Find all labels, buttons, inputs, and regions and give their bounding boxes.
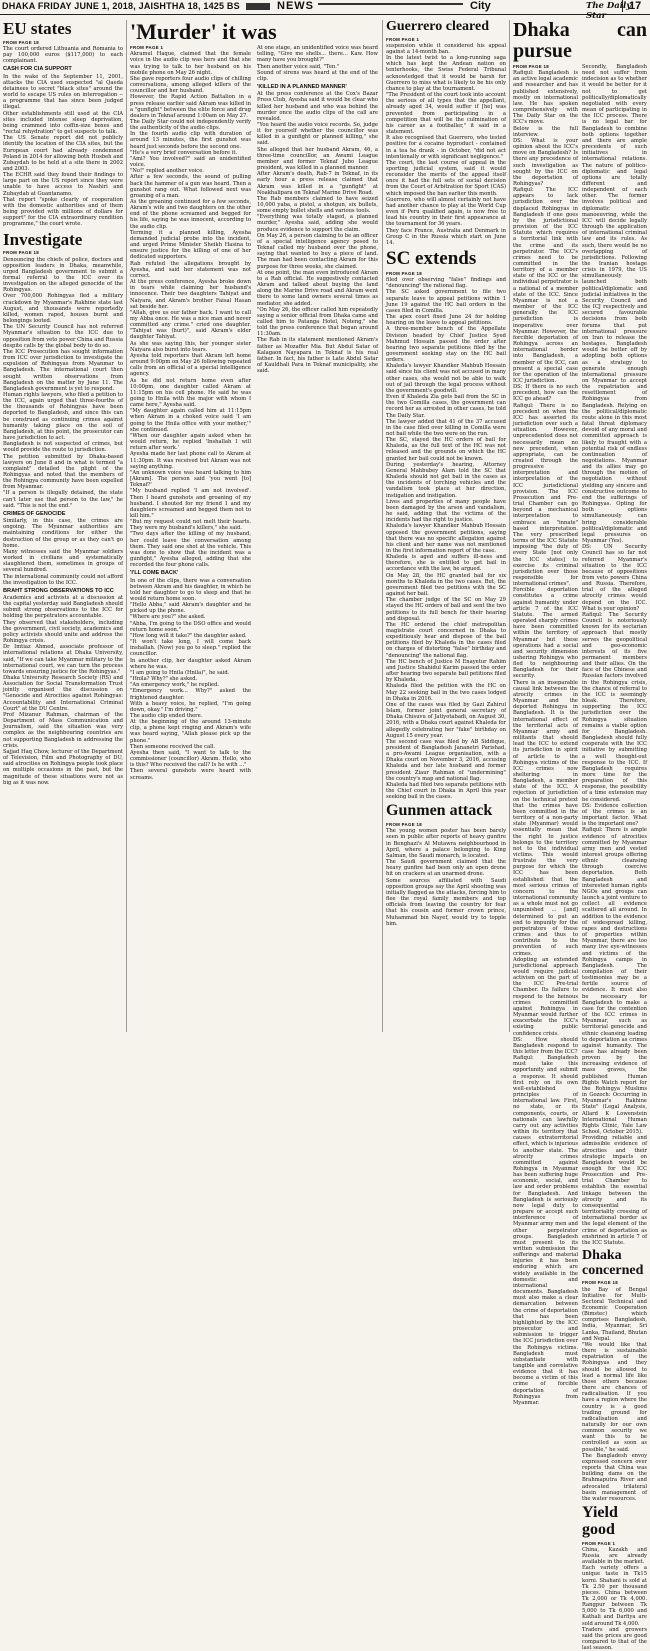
body-text: The Rab in its statement mentioned Akram's father as Mozaffer Mia. But Abdul Satar of Kalagaon Nayapara in Teknaf is his real father. In fact, his father is Late Abdul Satar of Kauldhali Para in Teknaf municipality, she said. — [257, 337, 378, 375]
body-text: suspension while it considered his appeal against a 14-month ban. — [386, 42, 506, 55]
body-text: "Allah, give us our father back. I want to call my Abba once. He was a nice man and never committed any crime." cried one daughter. "Tahiyat was (hurt)", said Akram's elder daughter Tahiyat. — [130, 309, 251, 341]
body-text: However, the Rapid Action Battalion in a press release earlier said Akram was killed in a "gunfight" between the elite force and drug dealers in Teknaf around 1:00am on May 27. — [130, 94, 251, 119]
body-text: During yesterday's hearing, Attorney General Mahbubey Alam told the SC that Khaleda should not get bail in the cases as the incidents of torching vehicles and the vandalism took place at her direction, instigation and instigation. — [386, 461, 506, 499]
subheading: 'KILLED IN A PLANNED MANNER' — [257, 84, 347, 91]
body-text: Rafiqul: The ICC appears to lack jurisdiction over the displaced Rohingyas in Bangladesh if one goes by the jurisdictional provision of the ICC Statute which requires a territorial link with the crime and its perpetrator. The ICC's crimes need to be committed in the territory of a member state of the ICC or the individual perpetrator is a national of a member state of the ICC. Since Myanmar is not a member of the ICC generally the ICC jurisdiction is inoperative over Myanmar. However, the forcible deportation of Rohingya across an international border into Bangladesh, a member of the ICC, can present a special case for the operation of the ICC jurisdiction. — [513, 187, 578, 384]
body-text: The US Senate report did not publicly identify the location of the CIA sites, but the European court had already condemned Poland in 2014 for allowing both Husbeh and Zubaydah to be held at a site there in 2002 and 2003. — [3, 135, 123, 172]
column-rule — [126, 20, 127, 1032]
body-text: "My husband replied 'I am not involved'. Then I heard gunshots and groaning of my husband. I shouted for my friend 1 and my daughters screamed and begged them not to kill him." — [130, 488, 251, 519]
body-text: "You heard the audio voice records. So, judge it for yourself whether the councillor was killed in a gunfight or planned killing," she said. — [257, 121, 378, 147]
continuation-label: FROM PAGE 1 — [582, 1540, 616, 1546]
body-text: "On May 26, the officer called him repeatedly saying a senior official from Dhaka came and called him to Patanga Hotel, Noteng," she told the press conference that began around 11:30am. — [257, 306, 378, 338]
body-text: Guerrero, who will almost certainly not have had another chance to play at the World Cup even if Peru qualified again, is now free to lead his country in their first appearance at the tournament for 36 years. — [386, 196, 506, 228]
headline-dhaka-concerned: Dhaka concerned — [582, 1248, 644, 1278]
body-text: At one point, the man even introduced Akram to a Rab official. He suggestively contacted Akram and talked about buying the land along the Marine Drive road and Akram went there to some land owners several times as mediator, she added. — [257, 269, 378, 307]
body-text: "Ami? You involved?" said an unidentified voice. — [130, 155, 251, 169]
body-text: "We would like that there is sustainable repatriation of the Rohingyas and they should be allowed to lead a normal life like those others because there are chances of radicalisation. If you have a region where the country is a good trading ground for radicalisation and naturally for our own common security we want this to be controlled as soon as possible," he said. — [582, 1341, 647, 1453]
body-text: Denouncing the chiefs of police, doctors and opposition leaders in Dhaka, meanwhile, urged Bangladesh government to submit a formal referral to the ICC over its investigation on the alleged genocide of the Rohingyas. — [3, 256, 123, 294]
body-text: Lives and properties of many people have been damaged by the arson and vandalism, he said, adding that the victims of the incidents had the right to justice. — [386, 498, 506, 524]
masthead-divider-bar — [246, 3, 270, 10]
body-text: The young women poster has been barely seen in public after reports of heavy gunfire in Benghazi's Al Mutawra neighbourhood in April, where a palace belonging to King Salman, the Saudi monarch, is located. — [386, 828, 506, 859]
subheading: 'I'LL COME BACK' — [130, 570, 179, 577]
article-subcolumn — [257, 45, 378, 781]
body-text: "Two days after the killing of my husband, her could leave the conversation among them. They said one shot at the vehicle. This was done to show that the incident was a gunfight," Ayesha alleged, adding that she recorded the four phone calls. — [130, 531, 251, 569]
body-text: The Daily Star could not independently verify the authenticity of the audio clips. — [130, 118, 251, 132]
body-text: Over 700,000 Rohingyas fled a military crackdown by Myanmar's Rakhine state last August, and thousands were reportedly killed, women raped, houses burnt and belongings looted. — [3, 293, 123, 325]
body-text: Other establishments still used at the CIA sites included intense sleep deprivation, being crammed into coffin-size boxes and "rectal rehydration" to get suspects to talk. — [3, 110, 123, 136]
body-text: "An unknown voice was heard talking to him [Akram]. The person said 'you went [to] Teknaf?' — [130, 469, 251, 489]
article-column-4 — [513, 19, 647, 1651]
body-text: Then several gunshots were heard with screams. — [130, 768, 251, 781]
body-text: DS: If there is no such precedent, how can the ICC go ahead? — [513, 384, 578, 403]
body-text: That report "spoke clearly of cooperation with the domestic authorities and of them being provided with millions of dollars for support" for the CIA extraordinary rendition programme," the court wrote. — [3, 196, 123, 228]
body-text: "How long will it take?" the daughter asked. — [130, 632, 247, 639]
body-text: Khaleda's lawyer Khandker Mahbub Hossain said since his client was not accused in many other cases, she would not be able to walk out of jail through the legal process without the government's goodwill. — [386, 363, 506, 394]
article-column-1 — [3, 20, 123, 1032]
body-text: The second case was filed by AB Siddique, president of Bangladesh Jananetri Parishad, a pro-Awami League organisation, with a Dhaka court on November 3, 2016, accusing Khaleda and her late husband and former president Ziaur Rahman of "undermining" the country's map and national flag. — [386, 738, 506, 782]
body-text: Rafiqul: The Security Council is notoriously known for its sectarian approach that mostly serves the geopolitical and geo-economic interests of its five permanent members and their allies. On the face of the Chinese and Russian factors involved in the Rohingya crisis, the chance of referral to the ICC is seemingly bleak. Therefore, supporting the ICC jurisdiction over the Rohingya situation remains a viable option for Bangladesh. Bangladesh should fully cooperate with the ICC initiative by submitting a well thought-out response to the ICC. If Bangladesh requires more time for the preparation of this response, the possibility of a time extension may be considered. — [582, 611, 647, 803]
masthead-dateline: DHAKA FRIDAY JUNE 1, 2018, JAISHTHA 18, 1425 BS — [2, 1, 240, 11]
body-text: The SC asked government to file two separate leave to appeal petitions within 1 June 19 against the HC bail orders in the cases filed in Comilla. — [386, 289, 506, 314]
body-text: The Saudi government claimed that the heavy gunfire had been only an open drone hit on crackers at an unarmed drone. — [386, 859, 506, 878]
headline-sc-extends: SC extends — [386, 248, 477, 269]
body-text: Khaleda had filed two separate petitions with the Chief court in Dhaka in April this year seeking bail in the cases. — [386, 781, 506, 801]
article-column-3 — [386, 20, 506, 1032]
headline-gunmen-attack: Gunmen attack — [386, 802, 493, 820]
body-text: On May 28, the HC granted bail for six months to Khaleda in the two cases. But, the government filed two petitions with the SC against her bail. — [386, 572, 506, 598]
body-text: Secondly, Bangladesh need not suffer from indecision as to whether it would be better for it not to get politically/diplomatically negotiated with every mean of participating in the ICC process. There is no legal bar for Bangladesh to combine both options together and there are ample precedents of such initiatives in international relations. The nature of politico-diplomatic and legal options are totally different and independent of each other. The former involves political and diplomatic manoeuvring, while the ICC will decide legally through the application of international criminal law and its rules. As such, there would be no overlapping of jurisdictions. Following the Iranian hostage crisis in 1979, the US simultaneously launched both political/diplomatic and judicial initiatives in the Security Council and the ICJ respectively and secured favourable decisions from both forums that put international pressure on Iran to release the hostages. Bangladesh would be better off by adopting both options as a strategy to generate enough international pressure on Myanmar to accept the repatriation and resettlement of Rohingyas from Bangladesh. Relying on the political/diplomatic route alone in this most fatal threat diplomacy devoid of any moral and committed approach is likely to fraught with a potential risk of endless continuation of negotiations. Myanmar and its allies may go through the motion of negotiation without yielding any sincere and constructive outcome to end the sufferings of Rohingyas. Opting for both options simultaneously can bring considerable political/diplomatic and legal pressures on Myanmar (Yes). — [582, 64, 647, 545]
body-text: China, Kazakh and Russia are already available in the market. — [582, 1546, 647, 1566]
body-text: Khaleda's lawyer Khandker Mahbub Hossain opposed the government petitions, saying that there was no specific allegation against his client and her name was not mentioned in the first information report of the case. — [386, 523, 506, 554]
body-text: "I am going to Hnila (Hnila)", he said. — [130, 669, 230, 676]
body-text: As the groaning continued for a few seconds, Akram's wife and two daughters on the other end of the phone screamed and begged for his life, saying he was innocent, according to the audio clip. — [130, 199, 251, 230]
body-text: Then someone received the call. — [130, 743, 216, 750]
column-rule — [382, 20, 383, 1032]
body-text: A three-member bench of the Appellate Division headed by Chief Justice Syed Mahmud Hossain passed the order after hearing two separate petitions filed by the government seeking stay on the HC bail orders. — [386, 326, 506, 364]
body-text: The UN Security Council has not referred Myanmar's situation to the ICC due to opposition from veto power China and Russia despite calls by the global body to do so. — [3, 324, 123, 349]
body-text: The apex court fixed June 24 for holding hearing on the leave to appeal petitions. — [386, 314, 506, 327]
body-text: "When our daughter again asked when he would return, he replied 'Inshallah I will return after work.' — [130, 432, 251, 452]
body-text: "No!" replied another voice. — [130, 168, 204, 175]
body-text: Rab refuted the allegations brought by Ayesha, and said her statement was not correct. — [130, 260, 251, 279]
body-text: Sajjad Haq Chow, lecturer of the Department of Television, Film and Photography of DU, said atrocities on Rohingya people took place on multiple occasions in the past, but the magnitude of these situations were not as big as it was now. — [3, 748, 123, 786]
continuation-label: FROM PAGE 18 — [386, 270, 422, 276]
article-subcolumn — [513, 64, 578, 1651]
subheading: BRAHT STRONG OBSERVATIONS TO ICC — [3, 587, 114, 594]
body-text: "Hello Abba," said Akram's daughter and he picked up the phone. — [130, 602, 251, 615]
continuation-label: FROM PAGE 1 — [386, 36, 420, 42]
subheading: CASH FOR CIA SUPPORT — [3, 66, 72, 73]
body-text: Khaleda is aged and suffers ill-ness and therefore, she is entitled to get bail in accordance with the law, he argued. — [386, 554, 506, 573]
body-text: Human rights lawyers, who filed a petition to the ICC, again urged that three-fourths of the thousands of Rohingyas have been deported to Bangladesh, and since this can be construed as continuing crimes against humanity taking place on the soil of Bangladesh, at this point, the prosecutor can have jurisdiction to act. — [3, 391, 123, 442]
body-text: The HC bench of Justice M Enayetur Rahim and Justice Shahidul Karim passed the order after hearing two separate bail petitions filed by Khaleda. — [386, 658, 506, 684]
body-text: As she was saying this, her younger sister Naiyara also burst into tears. — [130, 340, 251, 353]
body-text: Sound of sirens was heard at the end of the clip. — [257, 69, 378, 82]
body-text: They face France, Australia and Denmark in Group C in the Russia which start on June 14. — [386, 227, 506, 246]
body-text: "If a person is illegally detained, the state can't later use that person to the law," he said. "This is not the end." — [3, 490, 123, 509]
body-text: After a few seconds, the sound of pulling back the hammer of a gun was heard. Then a gunshot rang out. What followed next was groaning of a man. — [130, 174, 251, 199]
section-label-city: City — [470, 0, 491, 12]
body-text: The HC ordered the chief metropolitan magistrate court concerned in Dhaka to expeditiously hear and dispose of the bail petitions filed by Khaleda in the cases filed on charges of distorting "false" birthday and "denouncing" the national flag. — [386, 621, 506, 659]
body-text: Then another voice said, "Ten." — [257, 63, 340, 70]
body-text: the Bay of Bengal Initiative for Multi-Sectoral Technical and Economic Cooperation (Bimstec) which comprises Bangladesh, India, Myanmar, Sri Lanka, Thailand, Bhutan and Nepal. — [582, 1286, 647, 1342]
body-text: DS: How should Bangladesh respond to this letter from the ICC? — [513, 1036, 578, 1055]
continuation-label: FROM PAGE 18 — [582, 1280, 618, 1286]
body-text: Prof Mizanur Rahman, chairman of the Department of Mass Communication and Journalism, said the situation was very complex as the neighbouring countries are not supporting Bangladesh in addressing the crisis. — [3, 711, 123, 749]
body-text: With a heavy voice, he replied, "I'm going down, okay." I'm driving." — [130, 700, 251, 713]
body-text: In one of the clips, there was a conversation between Akram and his daughter, in which he told her daughter to go to sleep and that he would return home soon. — [130, 577, 251, 602]
body-text: At the press conference, Ayesha broke down in tears while claiming her husband's innocence. Their two daughters Tahiyat and Naiyara, and Akram's brother Faisal Hasan sat beside her. — [130, 279, 251, 310]
masthead — [0, 0, 650, 21]
headline-eu-states: EU states — [3, 19, 72, 38]
body-text: Ayesha told reporters that Akram left home around 9:00pm on May 26 following repeated calls from an official of a special intelligence agency. — [130, 352, 251, 378]
headline-investigate: Investigate — [3, 229, 83, 249]
headline-dhaka-can-pursue: Dhaka can pursue — [513, 19, 647, 62]
body-text: "Emergency work... Why?" asked the frightened daughter. — [130, 688, 251, 701]
body-text: "He's a very brief conversation before it. — [130, 149, 238, 156]
body-text: The court ordered Lithuania and Romania to pay 100,000 euros ($117,000) to each complainant. — [3, 46, 123, 65]
body-text: "It won't take long, I will come back inshallah. (Now) you go to sleep." replied the councillor. — [130, 639, 251, 658]
body-text: On May 26, a person claiming to be an officer of a special intelligence agency posed to Teknaf called my husband over the phone, saying that wanted to buy a piece of land. The man had been contacting Akram for this purpose for three weeks, she claimed. — [257, 232, 378, 270]
body-text: They observed that stakeholders, including the government, civil society, academics and policy activists should unite and address the Rohingya crisis. — [3, 619, 123, 645]
body-text: DS: Evidence collection of the crimes is an important factor. What is the important one? — [582, 802, 647, 828]
body-text: Rafiqul: There is ample evidence of atrocities committed by Myanmar army men and vested interest groups offering ethnic cleansing through coercive deportation. Both Bangladesh and interested human rights NGOs and groups can launch a joint venture to collect all evidence scattered all around. In addition to the evidence of widespread killing, rapes and destructions of properties within Myanmar, there are too many live eye-witnesses and victims of the Rohingya camps in Bangladesh. The compilation of their testimonies may be a fertile source of evidence. It must also be necessary for Bangladesh to make a case for the contention of the ICC crimes in Myanmar, such as territorial genocide and ethnic cleansing leading to deportation as crimes against humanity. The case has already been proven by the increasing evidence of mass graves, the published Human Rights Watch report for the Rohingya Muslims in Gozoch: Occurring in Myanmar's Rakhine State" (Legal Analysis, Allard K Lowenstein International Human Rights Clinic, Yale Law School, October 2015). — [582, 827, 647, 1136]
article-subcolumn — [582, 64, 647, 1651]
body-text: At the press conference at the Cox's Bazar Press Club, Ayesha said it would be clear who killed her husband and who was behind the murder once the audio clips of the call are revealed. — [257, 91, 378, 122]
body-text: Even if Khaleda Zia gets bail from the SC in the two Comilla cases, the government can record her as arrested in other cases, he told The Daily Star. — [386, 394, 506, 419]
body-text: Many witnesses said the Myanmar soldiers worked in civilians and systematically slaughtered them, sometimes in groups of several hundred. — [3, 548, 123, 574]
continuation-label: FROM PAGE 18 — [3, 39, 39, 45]
body-text: The ICC Prosecution has sought information from ICC over jurisdiction to investigate the expulsion of Rohingyas from Myanmar to Bangladesh. The international court then sought written observations from Bangladesh on the matter by June 11. The Bangladesh government is yet to respond. — [3, 348, 123, 392]
body-text: At one stage, an unidentified voice was heard telling, "Give me shells... there... Kaw. How many have you brought?" — [257, 45, 378, 64]
body-text: Khaleda filed the petition with the HC on May 22 seeking bail in the two cases lodged in Dhaka in 2016. — [386, 683, 506, 702]
body-text: Rafiqul: Bangladesh is an active legal academic and researcher and has published extensively, mostly on international law. He has spoken comprehensively with The Daily Star on the ICC's move. — [513, 70, 578, 126]
continuation-label: FROM PAGE 18 — [3, 250, 39, 256]
body-text: In the latest twist to a long-running saga which has kept the Andean nation on tenterhooks, the Swiss Federal Tribunal acknowledged that it would be harsh for Guerrero to miss what is likely to be his only chance to play at the tournament. — [386, 55, 506, 92]
paper-name: The Daily Star — [586, 1, 632, 21]
body-text: The chamber judge of the SC on May 29 stayed the HC orders of bail and sent the two petitions to its full bench for their hearing and disposal. — [386, 597, 506, 622]
body-text: The Rab members claimed to have seized 10,000 yaba, a pistol, a shotgun, six bullets, some empty bullet shells and various tools. — [257, 195, 378, 215]
body-text: It also recognised that Guerrero, who tested positive for a cocaine byproduct - contained in a tea he drank - in October, "did not act intentionally or with significant negligence." — [386, 135, 506, 160]
section-label-news: NEWS — [277, 0, 314, 12]
body-text: One of the cases was filed by Gazi Zahirul Islam, former joint general secretary of Dhaka Chisuvu of Jatiyotabadi, on August 30, 2016, with a Dhaka court against Khaleda for allegedly celebrating her "fake" birthday on August 15 every year. — [386, 701, 507, 739]
body-text: Bangladesh is not suspected of crimes, but would provide the route to jurisdiction. — [3, 441, 123, 454]
body-text: Ayesha then said, "I want to talk to the commissioner (councillor) Akram. Hello, who is this? Who received the call? Is he with ..." — [130, 749, 251, 769]
body-text: Providing reliable and admissible evidence of atrocities and their strategic impacts on Bangladesh would be enough for the ICC Prosecution and Pre-trial Chamber to establish the essential linkage between the atrocity and its consequential territoriality crossing of international border as the legal element of the crime of deportation as enshrined in article 7 of the ICC Statute. — [582, 1135, 647, 1246]
continuation-label: FROM PAGE 18 — [513, 64, 549, 69]
body-text: In the fourth audio clip with duration of around 13 minutes, the first gunshot was heard just seconds before the second one. — [130, 131, 251, 150]
article-subcolumn — [130, 45, 251, 781]
body-text: Traders and growers said the prices are good compared to that of the last season. — [582, 1626, 647, 1651]
body-text: She gave reporters four audio clips of chilling conversations, among alleged killers of the councillor and her husband. — [130, 75, 251, 95]
body-text: The petition submitted by Dhaka-based lawyers on June 8 and in what is termed "a complaint" detailed the plight of the Rohingyas and noted that the members of the Rohingya community have been expelled from Myanmar. — [3, 453, 123, 491]
body-text: "My daughter again called him at 11:15pm when Akram in a choked voice said 'I am going to the Hnila office with your mother,'" she continued. — [130, 408, 251, 433]
body-text: As he did not return home even after 10:00pm, one daughter called Akram at 11:15pm on his cell phone. He said he was going to Hnila with the major with whom I came here," Ayesha said. — [130, 377, 251, 409]
continuation-label: FROM PAGE 18 — [386, 822, 422, 828]
body-text: The court, the last course of appeal in the sporting judicial system, said it would reconsider the merits of the appeal itself once it had the full sets of social decision from the Court of Arbitration for Sport (CAS) which imposed the ban earlier this month. — [386, 159, 506, 197]
body-text: She alleged that her husband Akram, 46, a three-time councillor, an Awami League member and former Teknaf Jubo League president, was killed in a planned manner. — [257, 146, 378, 172]
body-text: Each variety offers a unique taste in Tk15 korni. Shahani is sold at Tk 2.50 per thousand pieces. China between Tk 2,000 or Tk 4,000. Rangpur between Tk 5,000 to Tk 6,000 and Kathali and Darfiya are sold around Tk 4,000. — [582, 1565, 647, 1627]
body-text: After Akram's death, Rab-7 in Teknaf, in its early hour a press release claimed that Akram was killed in a "gunfight" at Noakhalipara on Teknaf Marine Drive Road. — [257, 171, 378, 196]
article-column-2 — [130, 20, 379, 1032]
body-text: filed over observing "false" findings and "denouncing" the rational flag. — [386, 277, 506, 290]
body-text: There is an inseparable causal link between the atrocity crimes in Myanmar and the deported Rohingya in Bangladesh. It is the international effect of the territorial acts of Myanmar army and militants that should lead the ICC to extend its jurisdiction in spirit of article to the Rohingya victims of the ICC crimes now sheltering in Bangladesh, a member state of the ICC. A rejection of jurisdiction on the technical pretext that the crimes have been committed in the territory of a non-party state (Myanmar) would essentially mean that the right to justice belongs to the territory not to the individual victims. This would frustrate the very purpose for which the ICC has been established: that the most serious crimes of concern to the international community as a whole must not go unpunished ... [and] determined to put an end to impunity for the perpetrators of these crimes and thus to contribute to the prevention of such crimes. — [513, 679, 578, 957]
body-text: DS: UN Security Council has so far not referred Myanmar's situation to the ICC because of oppositions from veto powers China and Russia. Therefore, trial of the alleged atrocity crimes would depend on the ICC. What is your opinion? — [582, 544, 647, 612]
body-text: Rafiqul: Bangladesh must take this opportunity and submit a response. It should first rely on its own well-established principles of international law. First, no state, or its components, courts, or nationals can lawfully carry out any activities within its territory that causes extraterritorial effect, which is injurious to another state. The atrocity crimes committed against Rohingya in Myanmar has been suffering huge economic, social, and law and order problems for Bangladesh. And Bangladesh is seriously now legal duty to prepare or accept such interference of Myanmar army men and other perpetrator groups. Bangladesh must present to its written submission the sufferings and material injuries it has been enduring which are widely available in the domestic and international documents. Bangladesh must also make a clear demarcation between the crime of deportation that has been highlighted by the ICC prosecutor and submission to trigger the ICC jurisdiction over the Rohingya victims. Bangladesh must substantiate with tangible and correlative evidence that it has become a victim of this crime of forcible deportation of Rohingyas from Myanmar. — [513, 1055, 578, 1406]
body-text: "Abba, I'm going to the DSO office and would return home soon." — [130, 620, 251, 633]
body-text: Terming it a planned killing, Ayesha demanded judicial probe into the incident, and urged Prime Minister Sheikh Hasina to ensure justice for the killing of one of her dedicated supporters. — [130, 229, 251, 261]
body-text: Akramul Haque, claimed that the female voice in the audio clip was hers and that she was trying to talk to her husband on his mobile phone on May 26 night. — [130, 51, 251, 76]
body-text: Similarly, in this case, the crimes are ongoing. The Myanmar authorities are maintaining conditions for either the destruction of the group or as they can't go home. — [3, 518, 123, 549]
body-text: Some sources affiliated with Saudi opposition groups say the April shooting was initially flagged as the attacks, forcing him to flee the royal family members and top officials from leaving the country for fear that his cousin and former crown prince, Muhammad bin Nayef, would try to topple him. — [386, 877, 506, 927]
body-text: The SC, stayed the HC orders of bail for Khaleda, as the full text of the HC was not released and the grounds on which the HC granted her bail could not be known. — [386, 437, 506, 462]
continuation-label: FROM PAGE 1 — [130, 45, 164, 51]
body-text: Forcible deportation constitutes a crime against humanity under article 7 of the ICC Statute. The armed operated sharply crimes have been committed within the territory of Myanmar but these operations had a social and security dimension ushering Rohingya who fled to neighbouring Bangladesh for their security. — [513, 587, 578, 680]
body-text: Academics and activists at a discussion at the capital yesterday said Bangladesh should submit strong observations to the ICC for holding the perpetrators accountable. — [3, 594, 123, 620]
body-text: "Where are you?" she asked. — [130, 614, 206, 621]
headline-murder-it-was: 'Murder' it was — [130, 19, 277, 44]
body-text: "Hnila? Why?" she asked. — [130, 676, 198, 683]
body-text: In the wake of the September 11, 2001, attacks the CIA used suspected "al Qaeda detainees to secret "black sites" around the world to escape US rules on interrogation -- a programme that has since been judged illegal. — [3, 73, 123, 111]
body-text: "An emergency work," he replied. — [130, 682, 220, 689]
body-text: At the beginning of the around 13-minute clip, a phone kept ringing and Akram's wife was heard saying, "Allah please pick up the phone." — [130, 719, 251, 744]
headline-yield-good: Yield good — [582, 1504, 618, 1538]
body-text: Rafiqul: There is no precedent on when the ICC has asserted its jurisdiction over such a situation. However, unprecedented does not necessarily mean no new precedent, when appropriate, can be created through the progressive interpretation and interpretation of the ICC jurisdictional provision. The ICC Prosecution and Pre-trial Chamber can go beyond a mechanical interpretation to embrace an "innate" based interpretation. The very prescribed terms of the ICC Statute imposing "the duty of every State [not only the ICC states] to exercise its criminal jurisdiction over those responsible for international crimes". — [513, 402, 578, 588]
body-text: "But my request could not melt their hearts. They were my husband's killers," she said. — [130, 519, 251, 532]
page-number: 17 — [622, 0, 641, 12]
body-text: "Everything was totally staged, a planned murder," Ayesha said, adding she would produce evidence to support the claim. — [257, 214, 378, 233]
body-text: Below is the full interview. — [513, 125, 578, 138]
body-text: The Bangladesh envoy expressed concern over reports that China was building dams on the Brahmaputra River and advocated trilateral basin management of the water resources. — [582, 1452, 647, 1502]
body-text: "The President of the court took into account the serious of all types that the appellant, already aged 34, would suffer if [he] was prevented from participating in a competition that will be the culmination of his career as a footballer," it said in a statement. — [386, 92, 506, 136]
body-text: In another clip, her daughter asked Akram where he was. — [130, 657, 251, 670]
body-text: The international community could not afford the investigation to the ICC. — [3, 573, 123, 586]
body-text: Dhaka University Research Society (RS) and Association for Social Transformation Trust jointly organised the discussion on "Genocide and Atrocities against Rohingyas: Accountability and International Criminal Court" at the DU Centre. — [3, 675, 123, 712]
subheading: CRIMES OF GENOCIDE — [3, 510, 66, 517]
body-text: Adopting an extended jurisdictional approach would require judicial activism on the part of the ICC Pre-trial Chamber. Its failure to respond to the heinous crimes committed against Rohingya in Myanmar would further exacerbate the ICC's existing public confidence crisis. — [513, 956, 578, 1037]
body-text: DS: What is your opinion about the ICC's move on Bangladesh? Is there any precedence of such investigation as sought by the ICC on the deportation of Rohingyas? — [513, 137, 578, 187]
body-text: The ECHR said they found their findings to large part on the US report since they were unable to have access to Nashiri and Zubaydah at Guantanamo. — [3, 172, 123, 197]
masthead-rule — [318, 3, 463, 5]
body-text: The audio clip ended there. — [130, 712, 203, 719]
column-rule — [509, 20, 510, 1032]
headline-guerrero-cleared: Guerrero cleared — [386, 19, 490, 34]
body-text: The lawyer added that 41 of the 37 accused in the case filed over killing in Comilla were not bail while the two were on the run. — [386, 418, 506, 437]
body-text: Ayesha made her last phone call to Akram at 11:30pm. It was received but Akram was not saying anything. — [130, 451, 251, 470]
body-text: Dr Imtiaz Ahmed, associate professor of international relations at Dhaka University, said, "If we can take Myanmar military to the international court, we can turn the process towards ensuring justice for the Rohingyas." — [3, 644, 123, 675]
